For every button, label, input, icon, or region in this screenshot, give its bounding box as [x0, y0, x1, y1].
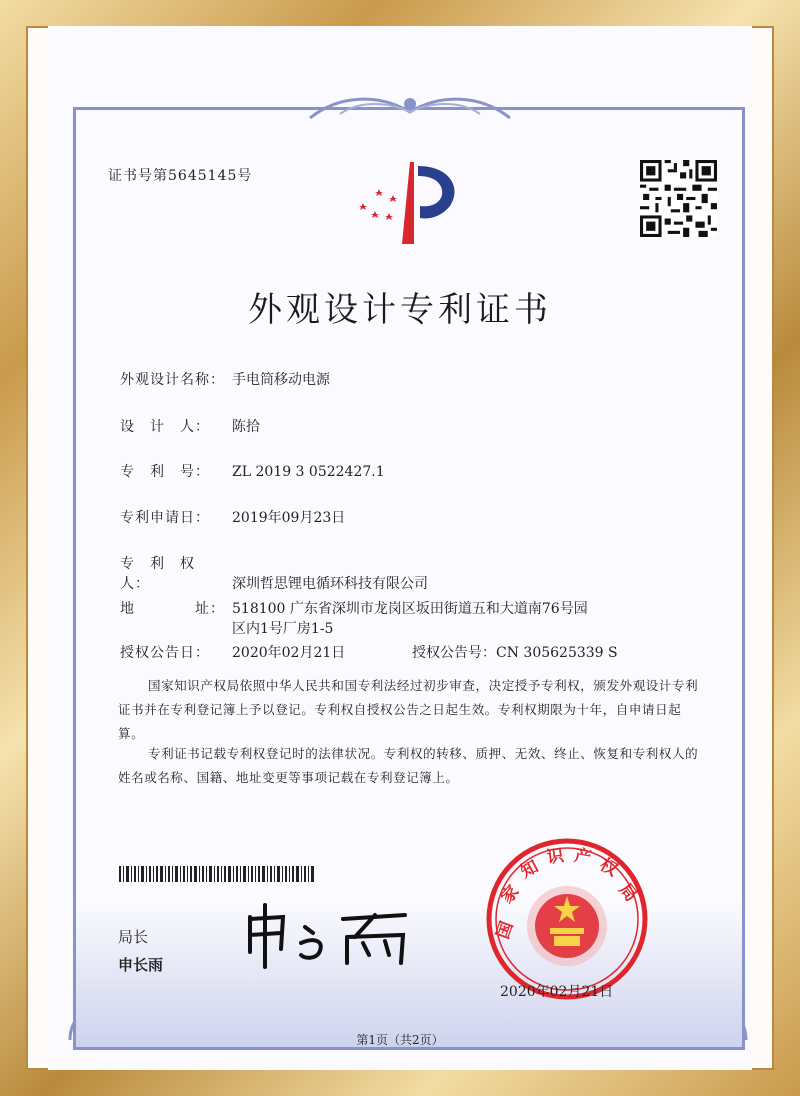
svg-text:权: 权	[596, 854, 621, 881]
field-label: 授权公告号：	[412, 645, 496, 661]
director-name: 申长雨	[118, 956, 164, 974]
sipo-logo-icon	[350, 158, 470, 248]
signature-icon	[235, 897, 425, 972]
svg-text:产: 产	[572, 845, 593, 869]
field-value: 深圳哲思锂电循环科技有限公司	[232, 576, 428, 592]
certificate-number: 证书号第5645145号	[108, 168, 253, 184]
field-value: 区内1号厂房1-5	[232, 621, 334, 637]
barcode-icon	[119, 866, 314, 882]
field-label: 设 计 人：	[120, 419, 210, 435]
seal-date: 2020年02月21日	[500, 984, 614, 1000]
grant-statement: 国家知识产权局依照中华人民共和国专利法经过初步审查，决定授予专利权，颁发外观设计专利证书并在专利登记簿上予以登记。专利权自授权公告之日起生效。专利权期限为十年，自申请日起算。	[118, 678, 699, 741]
field-label: 专 利 号：	[120, 464, 210, 480]
field-value: 手电筒移动电源	[232, 372, 330, 388]
legal-notice: 专利证书记载专利权登记时的法律状况。专利权的转移、质押、无效、终止、恢复和专利权人的姓名或名称、国籍、地址变更等事项记载在专利登记簿上。	[118, 746, 699, 785]
field-patentee	[120, 553, 428, 593]
field-label: 外观设计名称：	[120, 372, 225, 388]
field-label: 地 址：	[120, 601, 225, 617]
official-seal-icon	[484, 836, 650, 1002]
field-label: 专 利 权 人：	[120, 556, 210, 592]
field-grant-number	[412, 642, 618, 662]
certificate-title: 外观设计专利证书	[248, 290, 552, 330]
field-address-continued	[120, 618, 333, 638]
director-title: 局长	[118, 928, 149, 946]
field-value: 2020年02月21日	[232, 645, 346, 661]
field-value: ZL 2019 3 0522427.1	[232, 464, 385, 480]
field-grant-date	[120, 642, 345, 662]
field-design-name	[120, 369, 330, 389]
page-number: 第1页（共2页）	[356, 1033, 444, 1047]
field-address	[120, 598, 588, 618]
svg-text:识: 识	[545, 845, 566, 869]
corner-ornament-icon	[300, 90, 520, 124]
field-value: CN 305625339 S	[496, 645, 618, 661]
svg-text:国: 国	[492, 918, 518, 942]
field-application-date	[120, 507, 345, 527]
qr-code-icon	[640, 160, 717, 237]
field-patent-number	[120, 461, 385, 481]
field-value: 陈拾	[232, 419, 260, 435]
field-label: 专利申请日：	[120, 510, 210, 526]
svg-text:局: 局	[614, 879, 641, 906]
svg-text:家: 家	[497, 881, 524, 908]
field-label: 授权公告日：	[120, 645, 210, 661]
field-value: 2019年09月23日	[232, 510, 346, 526]
svg-text:知: 知	[517, 856, 542, 883]
field-designer	[120, 416, 260, 436]
field-value: 518100 广东省深圳市龙岗区坂田街道五和大道南76号园	[232, 601, 588, 617]
